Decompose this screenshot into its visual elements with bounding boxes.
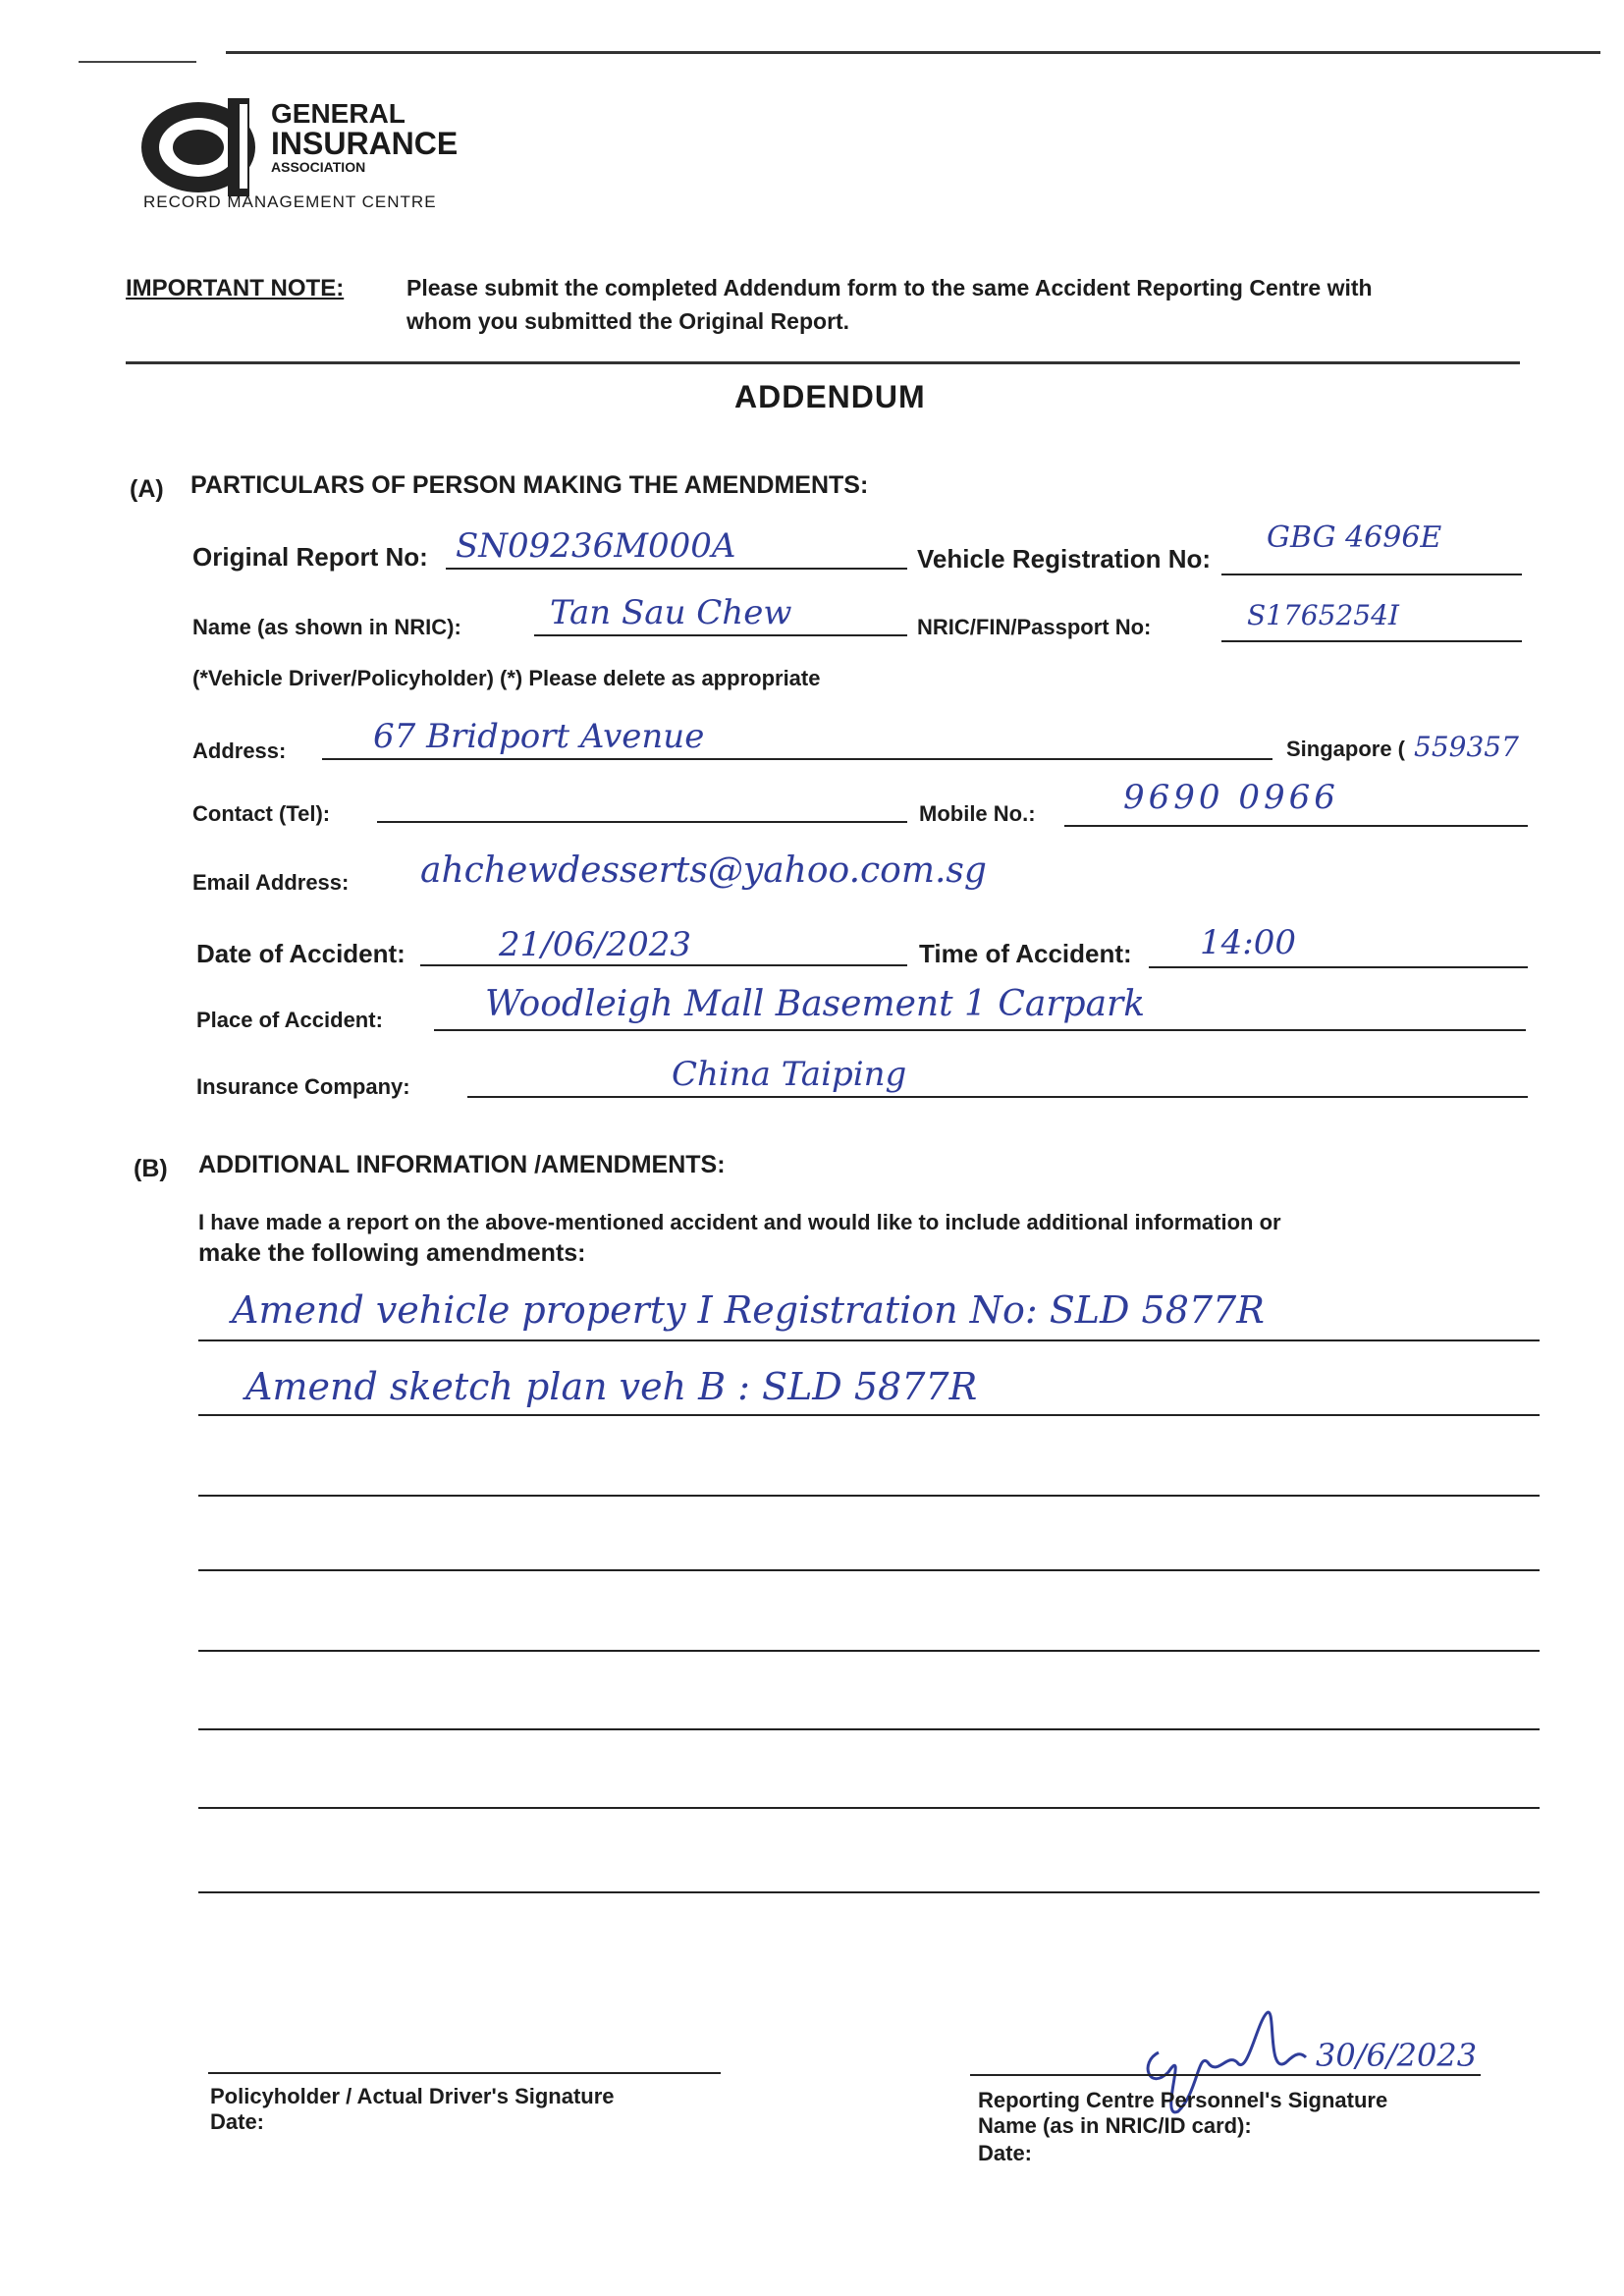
top-border-line — [226, 51, 1600, 54]
important-note-label: IMPORTANT NOTE: — [126, 275, 345, 301]
right-signature-name: Name (as in NRIC/ID card): — [978, 2113, 1252, 2138]
amendment-line-1-text[interactable]: Amend vehicle property I Registration No: SLD 5877R — [232, 1288, 1265, 1332]
role-note: (*Vehicle Driver/Policyholder) (*) Please delete as appropriate — [192, 666, 821, 690]
amendment-line-8 — [198, 1891, 1540, 1893]
nric-value[interactable]: S1765254I — [1247, 599, 1399, 631]
amendment-line-1 — [198, 1339, 1540, 1341]
date-accident-label: Date of Accident: — [196, 939, 406, 968]
nric-label: NRIC/FIN/Passport No: — [917, 615, 1152, 639]
important-note-text-1: Please submit the completed Addendum form to the same Accident Reporting Centre with — [406, 275, 1373, 301]
section-b-intro-2: make the following amendments: — [198, 1239, 586, 1267]
logo-text-insurance: INSURANCE — [271, 126, 459, 161]
section-b-intro-1: I have made a report on the above-mentioned accident and would like to include additional information or — [198, 1210, 1281, 1234]
insurer-value[interactable]: China Taiping — [672, 1055, 907, 1094]
right-signature-line — [970, 2074, 1481, 2076]
email-label: Email Address: — [192, 870, 350, 895]
name-line — [534, 634, 907, 636]
right-date-value[interactable]: 30/6/2023 — [1316, 2037, 1478, 2074]
left-signature-date: Date: — [210, 2109, 265, 2134]
page-title: ADDENDUM — [734, 379, 926, 414]
amendment-line-3 — [198, 1495, 1540, 1497]
section-b-marker: (B) — [134, 1155, 168, 1182]
address-line — [322, 758, 1272, 760]
place-line — [434, 1029, 1526, 1031]
amendment-line-4 — [198, 1569, 1540, 1571]
gia-logo — [137, 90, 471, 228]
postal-value[interactable]: 559357 — [1414, 731, 1519, 763]
mobile-value[interactable]: 9690 0966 — [1123, 778, 1339, 817]
address-label: Address: — [192, 738, 287, 763]
date-accident-line — [420, 964, 907, 966]
amendment-line-6 — [198, 1728, 1540, 1730]
contact-label: Contact (Tel): — [192, 801, 331, 826]
gia-logo-icon — [137, 90, 275, 198]
vehicle-reg-line — [1221, 574, 1522, 575]
section-a-marker: (A) — [130, 475, 164, 503]
logo-text-association: ASSOCIATION — [271, 159, 366, 175]
top-border-line — [79, 61, 196, 63]
singapore-label: Singapore ( — [1286, 737, 1406, 761]
place-label: Place of Accident: — [196, 1008, 383, 1032]
amendment-line-2 — [198, 1414, 1540, 1416]
left-signature-label: Policyholder / Actual Driver's Signature — [210, 2084, 615, 2108]
right-signature-date: Date: — [978, 2141, 1033, 2165]
original-report-line — [446, 568, 907, 570]
date-accident-value[interactable]: 21/06/2023 — [499, 925, 691, 964]
time-accident-line — [1149, 966, 1528, 968]
original-report-value[interactable]: SN09236M000A — [456, 526, 736, 566]
logo-subtitle: RECORD MANAGEMENT CENTRE — [143, 192, 437, 211]
original-report-label: Original Report No: — [192, 542, 428, 572]
vehicle-reg-label: Vehicle Registration No: — [917, 544, 1212, 574]
mobile-line — [1064, 825, 1528, 827]
section-a-heading: PARTICULARS OF PERSON MAKING THE AMENDMENTS: — [190, 471, 869, 499]
amendment-line-2-text[interactable]: Amend sketch plan veh B : SLD 5877R — [245, 1365, 978, 1408]
insurer-line — [467, 1096, 1528, 1098]
amendment-line-5 — [198, 1650, 1540, 1652]
name-value[interactable]: Tan Sau Chew — [550, 593, 792, 632]
right-signature-label: Reporting Centre Personnel's Signature — [978, 2088, 1388, 2112]
amendment-line-7 — [198, 1807, 1540, 1809]
logo-text-general: GENERAL — [271, 98, 406, 129]
name-label: Name (as shown in NRIC): — [192, 615, 461, 639]
contact-line — [377, 821, 907, 823]
nric-line — [1221, 640, 1522, 642]
left-signature-line — [208, 2072, 721, 2074]
email-value[interactable]: ahchewdesserts@yahoo.com.sg — [420, 850, 987, 891]
time-accident-label: Time of Accident: — [919, 939, 1132, 968]
important-note-text-2: whom you submitted the Original Report. — [406, 308, 850, 334]
section-b-heading: ADDITIONAL INFORMATION /AMENDMENTS: — [198, 1151, 726, 1178]
insurer-label: Insurance Company: — [196, 1074, 410, 1099]
address-value[interactable]: 67 Bridport Avenue — [373, 717, 705, 756]
time-accident-value[interactable]: 14:00 — [1200, 923, 1296, 962]
place-value[interactable]: Woodleigh Mall Basement 1 Carpark — [485, 984, 1146, 1024]
divider-line — [126, 361, 1520, 364]
vehicle-reg-value[interactable]: GBG 4696E — [1267, 520, 1442, 555]
mobile-label: Mobile No.: — [919, 801, 1036, 826]
